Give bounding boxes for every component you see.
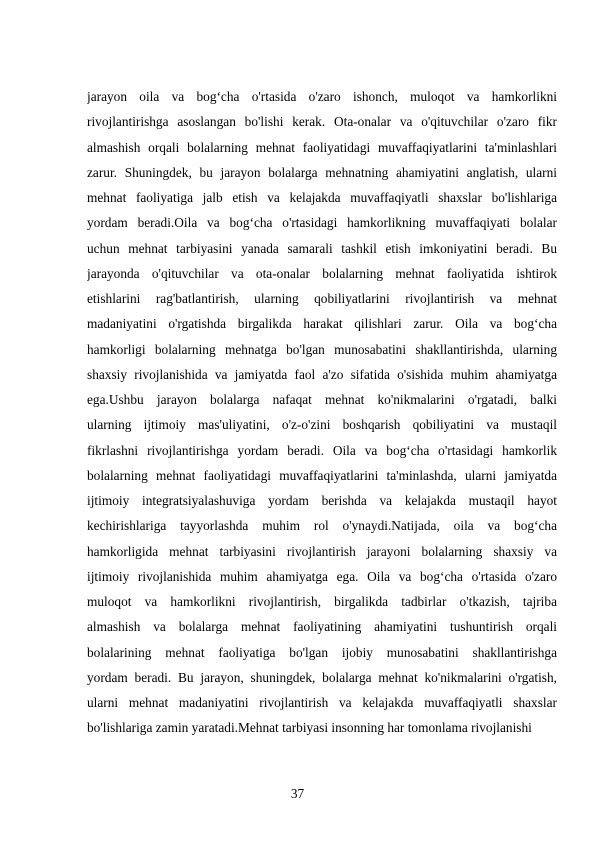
text-line: jarayon oila va bog‘cha o'rtasida o'zaro ishonch, muloqot va hamkorlikni [87,89,557,104]
text-line: hamkorligida mehnat tarbiyasini rivojlantirish jarayoni bolalarning shaxsiy va [87,543,557,559]
text-line: yordam beradi. Bu jarayon, shuningdek, bolalarga mehnat ko'nikmalarini o'rgatish, [87,669,557,685]
text-line: shaxsiy rivojlanishida va jamiyatda faol a'zo sifatida o'sishida muhim ahamiyatga [87,366,557,382]
text-line: ularning ijtimoiy mas'uliyatini, o'z-o'zini boshqarish qobiliyatini va mustaqil [87,417,557,433]
text-line: ega.Ushbu jarayon bolalarga nafaqat mehnat ko'nikmalarini o'rgatadi, balki [87,392,557,407]
text-line: uchun mehnat tarbiyasini yanada samarali tashkil etish imkoniyatini beradi. Bu [87,240,557,256]
text-line: muloqot va hamkorlikni rivojlantirish, birgalikda tadbirlar o'tkazish, tajriba [87,594,557,609]
text-line: kechirishlariga tayyorlashda muhim rol o'ynaydi.Natijada, oila va bog‘cha [87,518,557,534]
text-line: jarayonda o'qituvchilar va ota-onalar bolalarning mehnat faoliyatida ishtirok [87,265,557,281]
text-line: etishlarini rag'batlantirish, ularning qobiliyatlarini rivojlantirish va mehnat [87,291,557,306]
text-line: ijtimoiy rivojlanishida muhim ahamiyatga ega. Oila va bog‘cha o'rtasida o'zaro [87,568,557,584]
text-line: ularni mehnat madaniyatini rivojlantirish va kelajakda muvaffaqiyatli shaxslar [87,695,557,710]
text-line: madaniyatini o'rgatishda birgalikda harakat qilishlari zarur. Oila va bog‘cha [87,316,557,332]
text-line: bo'lishlariga zamin yaratadi.Mehnat tarbiyasi insonning har tomonlama rivojlanishi [87,720,532,736]
text-line: bolalarning mehnat faoliyatidagi muvaffaqiyatlarini ta'minlashda, ularni jamiyatda [87,467,557,483]
text-line: zarur. Shuningdek, bu jarayon bolalarga mehnatning ahamiyatini anglatish, ularni [87,164,557,180]
text-line: yordam beradi.Oila va bog‘cha o'rtasidagi hamkorlikning muvaffaqiyati bolalar [87,215,557,231]
text-line: fikrlashni rivojlantirishga yordam beradi. Oila va bog‘cha o'rtasidagi hamkorlik [87,442,557,458]
text-line: almashish orqali bolalarning mehnat faoliyatidagi muvaffaqiyatlarini ta'minlashlari [87,139,557,155]
page-number: 37 [290,786,305,801]
text-line: mehnat faoliyatiga jalb etish va kelajakda muvaffaqiyatli shaxslar bo'lishlariga [87,190,557,205]
text-line: hamkorligi bolalarning mehnatga bo'lgan munosabatini shakllantirishda, ularning [87,341,557,357]
text-line: ijtimoiy integratsiyalashuviga yordam berishda va kelajakda mustaqil hayot [87,493,557,508]
text-line: almashish va bolalarga mehnat faoliyatining ahamiyatini tushuntirish orqali [87,619,557,635]
text-line: bolalarining mehnat faoliyatiga bo'lgan ijobiy munosabatini shakllantirishga [87,644,557,660]
body-paragraph [87,84,557,741]
text-line: rivojlantirishga asoslangan bo'lishi kerak. Ota-onalar va o'qituvchilar o'zaro fikr [87,114,557,130]
